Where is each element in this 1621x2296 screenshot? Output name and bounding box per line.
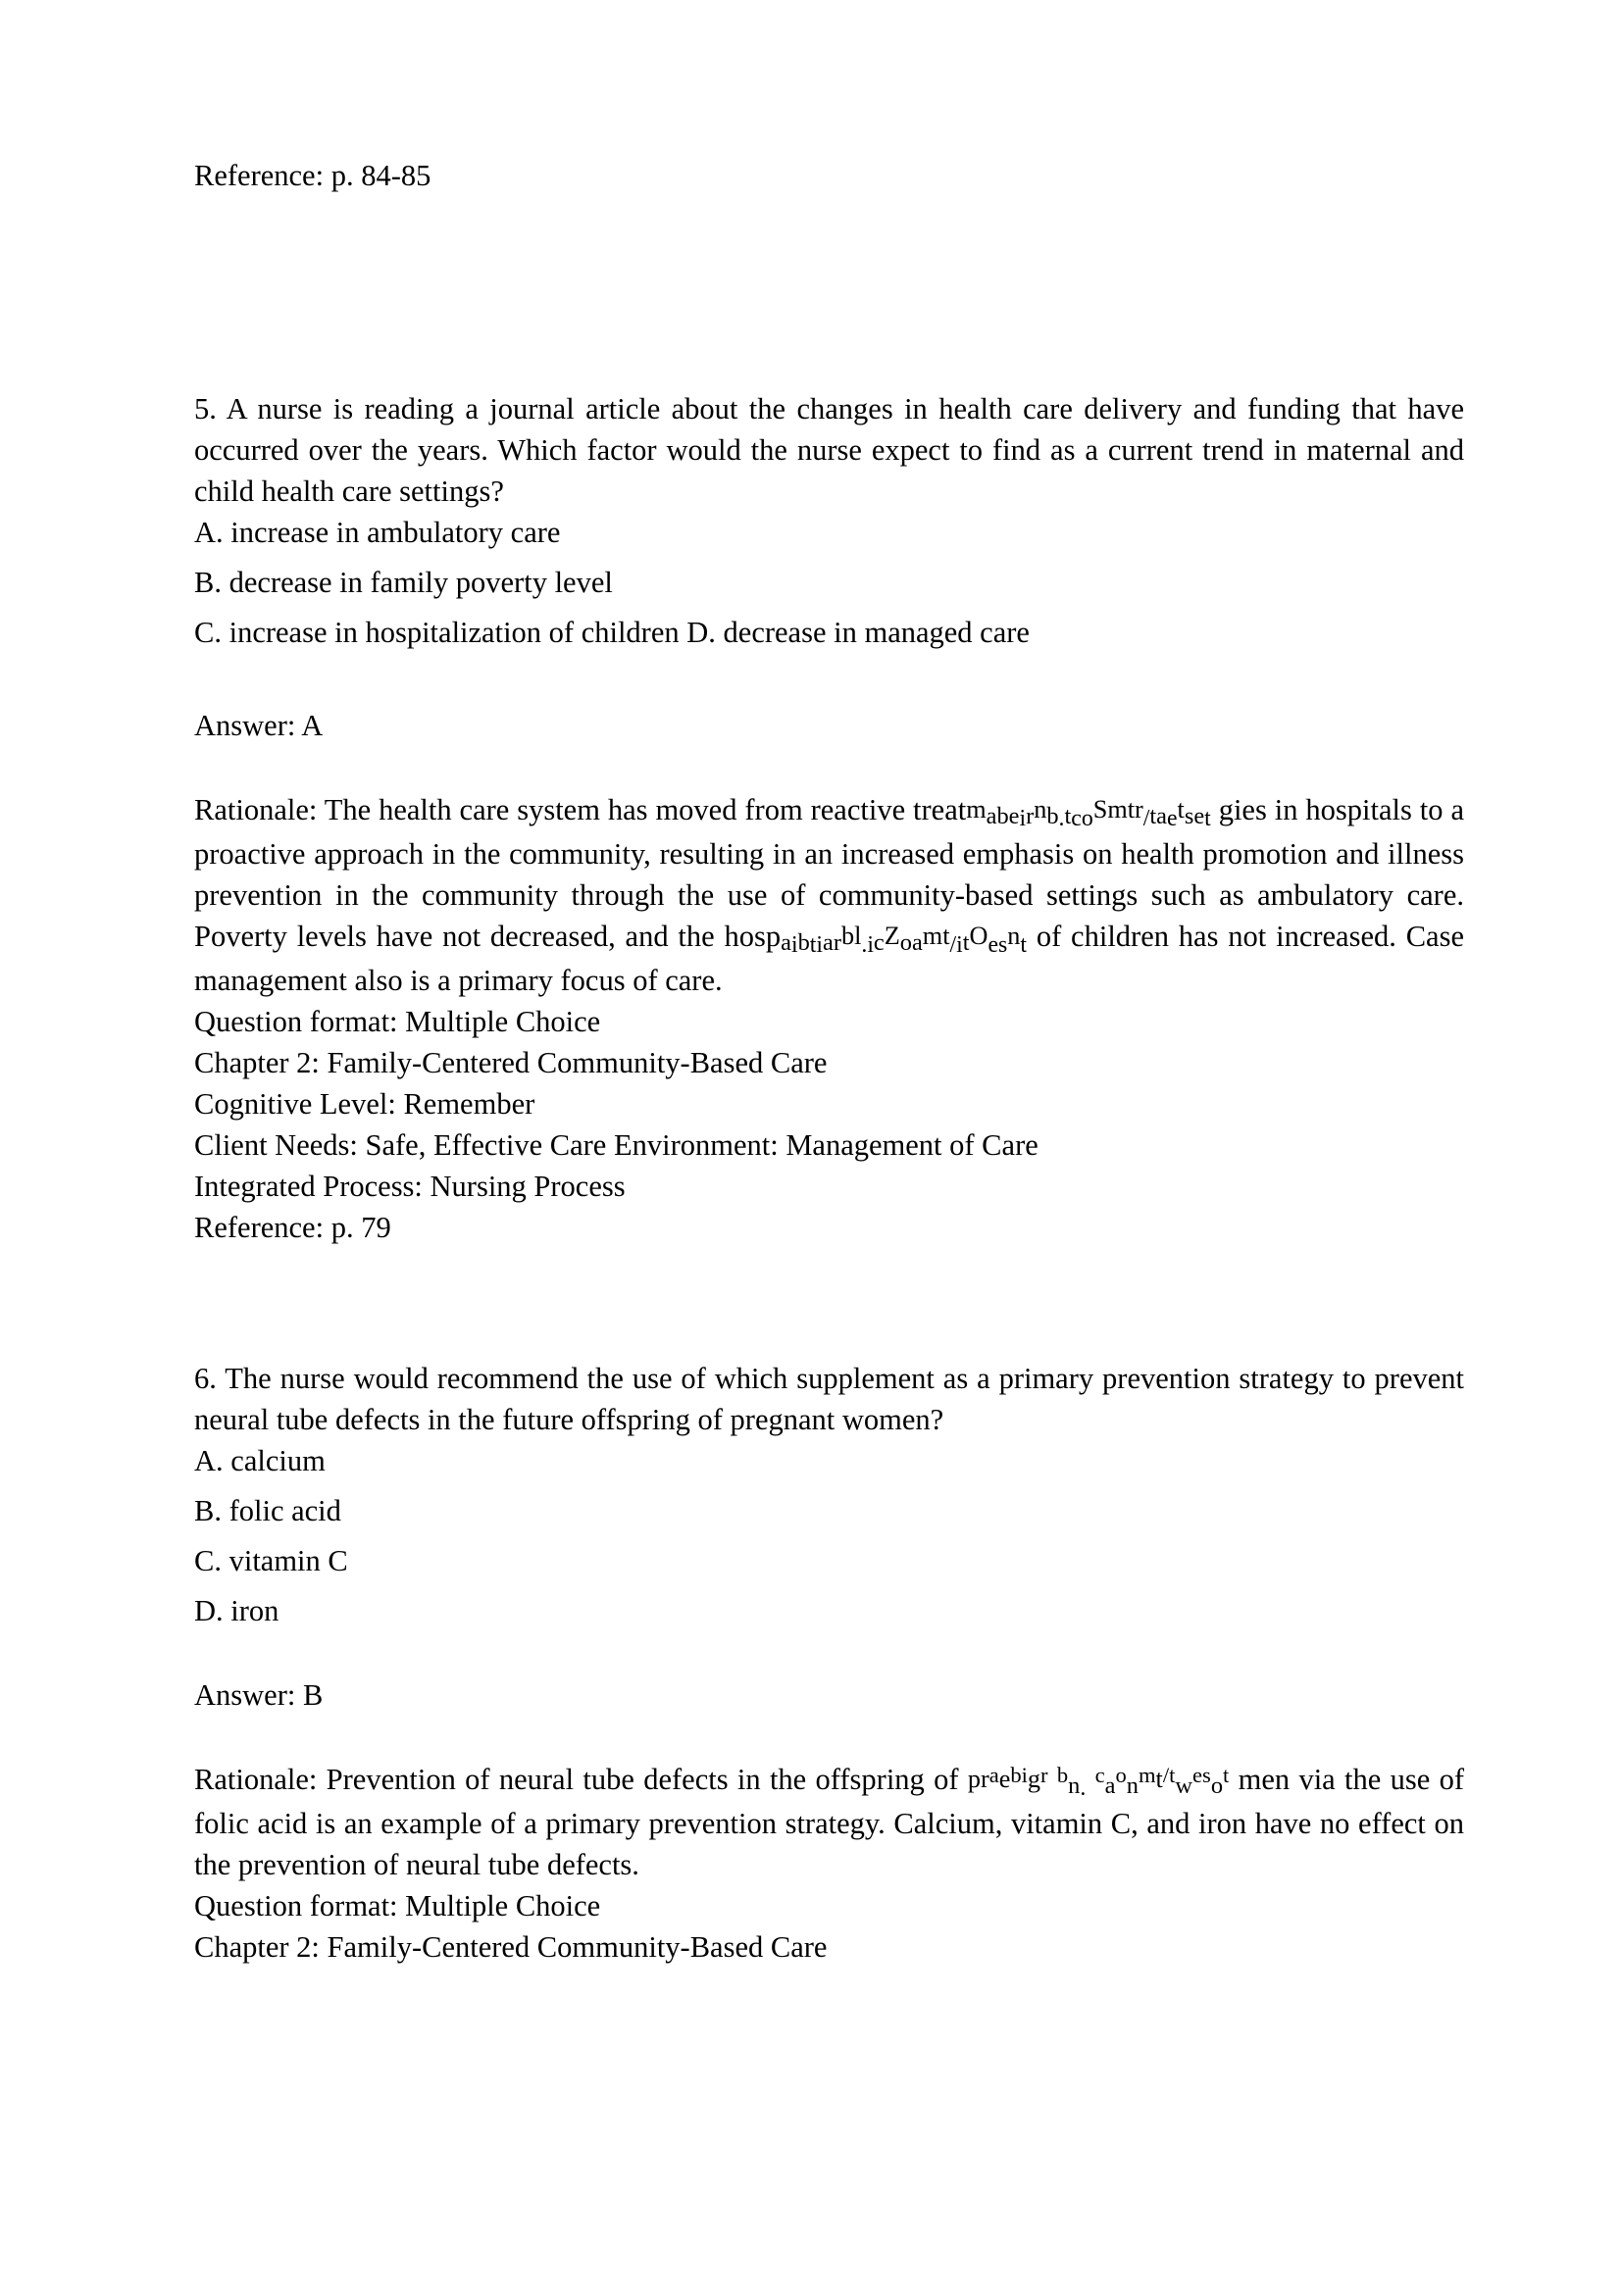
question-stem-5: 5. A nurse is reading a journal article about the changes in health care delivery and funding that have occurred over the years. Which factor would the nurse expect to find as a current trend in maternal and child health care settings? xyxy=(194,392,1464,508)
meta-6-chapter: Chapter 2: Family-Centered Community-Based Care xyxy=(194,1930,828,1964)
meta-5-reference: Reference: p. 79 xyxy=(194,1211,391,1244)
meta-5-format: Question format: Multiple Choice xyxy=(194,1005,601,1038)
scrambled-text-2: aibtiarbl.icZoamt/itOesnt xyxy=(781,922,1027,958)
option-6-b[interactable]: B. folic acid xyxy=(194,1494,341,1527)
page-content xyxy=(194,155,1464,1968)
option-5-cd[interactable]: C. increase in hospitalization of children D. decrease in managed care xyxy=(194,616,1030,649)
option-6-d[interactable]: D. iron xyxy=(194,1594,279,1627)
meta-5-chapter: Chapter 2: Family-Centered Community-Based Care xyxy=(194,1046,828,1079)
meta-5-integrated-process: Integrated Process: Nursing Process xyxy=(194,1170,626,1203)
meta-5-client-needs: Client Needs: Safe, Effective Care Environment: Management of Care xyxy=(194,1128,1038,1162)
spacer xyxy=(194,196,1464,388)
question-stem-6: 6. The nurse would recommend the use of which supplement as a primary prevention strategy to prevent neural tube defects in the future offspring of pregnant women? xyxy=(194,1362,1464,1436)
spacer xyxy=(194,662,1464,705)
option-6-a[interactable]: A. calcium xyxy=(194,1444,326,1477)
spacer xyxy=(194,1248,1464,1358)
rationale-5-text-2: gies in hospitals to a proactive approach in the community, resulting in an increased emphasis on health promotion and illness prevention in the community through the use of community-based settings such as ambulatory care. Poverty levels have not decreased, and the hosp xyxy=(194,793,1464,953)
top-reference: Reference: p. 84-85 xyxy=(194,159,431,192)
meta-6-format: Question format: Multiple Choice xyxy=(194,1889,601,1922)
rationale-5-text-1: Rationale: The health care system has moved from reactive treat xyxy=(194,793,967,826)
scrambled-text-1: mabeirnb.tcoSmtr/taetset xyxy=(966,795,1211,831)
rationale-6-text-1: Rationale: Prevention of neural tube defects in the offspring of xyxy=(194,1763,968,1796)
rationale-6-text-2: men via the use of folic acid is an example of a primary prevention strategy. Calcium, vitamin C, and iron have no effect on the prevention of neural tube defects. xyxy=(194,1763,1465,1881)
rationale-5 xyxy=(194,789,1464,1001)
question-block-6 xyxy=(194,1358,1464,1968)
rationale-6 xyxy=(194,1759,1464,1885)
spacer xyxy=(194,1631,1464,1674)
option-5-a[interactable]: A. increase in ambulatory care xyxy=(194,516,561,549)
meta-5-cognitive-level: Cognitive Level: Remember xyxy=(194,1087,535,1121)
answer-6: Answer: B xyxy=(194,1678,324,1712)
answer-5: Answer: A xyxy=(194,709,324,742)
spacer xyxy=(194,746,1464,789)
rationale-5-text-3: of children has not increased. Case management also is a primary focus of care. xyxy=(194,920,1464,997)
scrambled-text-3: $pr^ae^{bi}g^r$ $^b$n. $^ca^on^mt^{/t}w^{es}o^t$ xyxy=(967,1763,1230,1801)
option-6-c[interactable]: C. vitamin C xyxy=(194,1544,348,1577)
spacer xyxy=(194,1716,1464,1759)
option-5-b[interactable]: B. decrease in family poverty level xyxy=(194,566,613,599)
question-block-5 xyxy=(194,388,1464,1248)
